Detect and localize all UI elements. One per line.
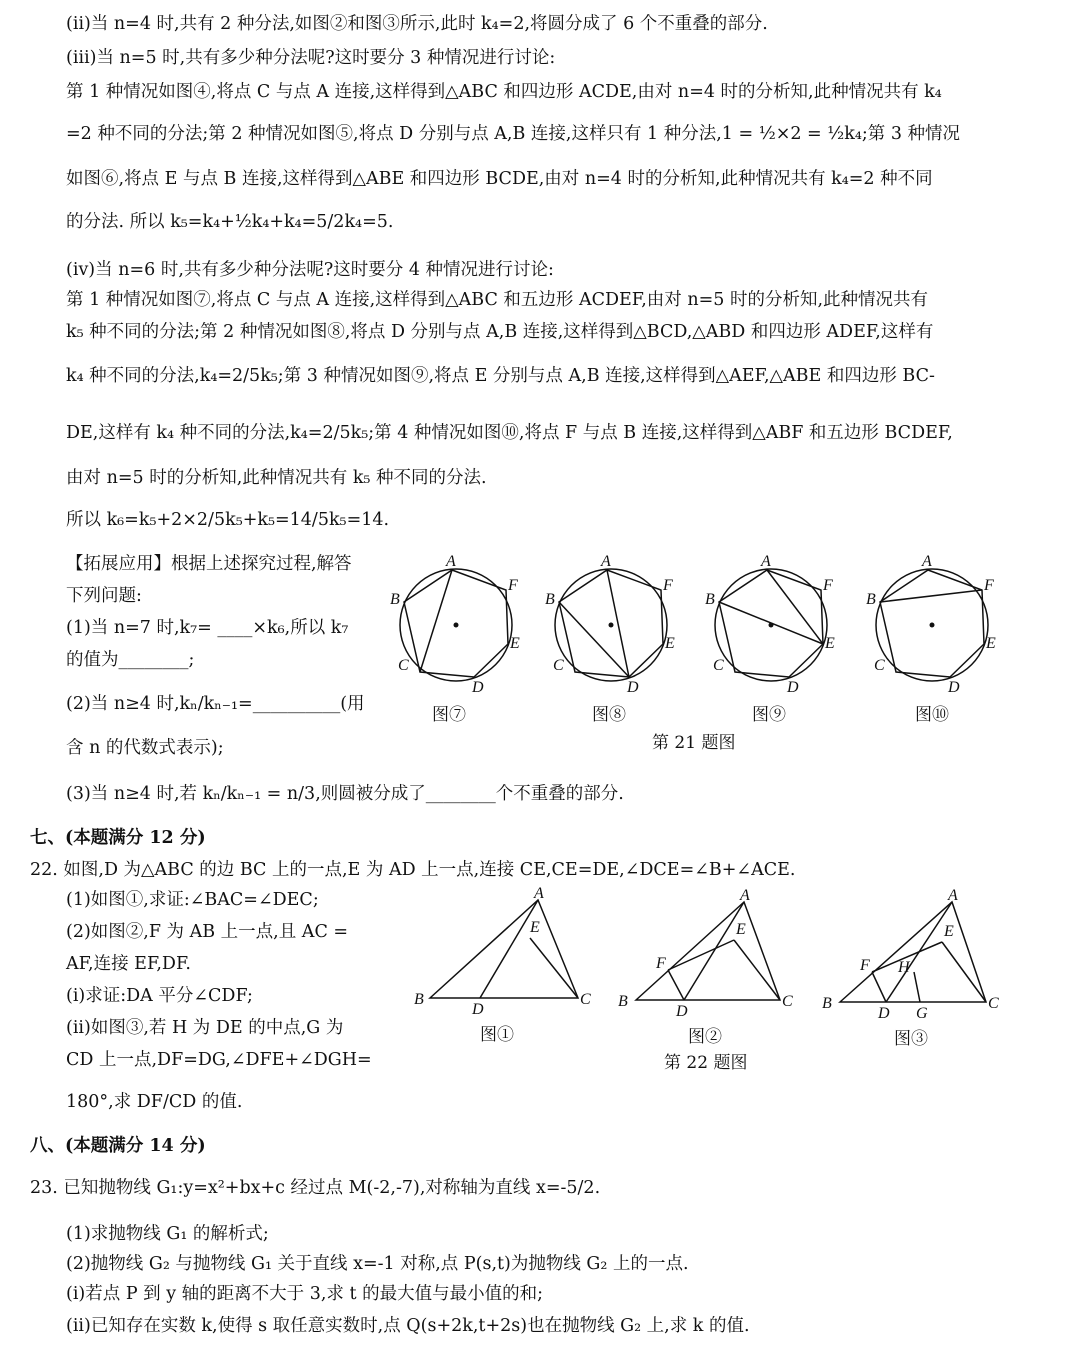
figure-label: 图⑦ <box>432 705 466 725</box>
vertex-label: A <box>761 553 771 570</box>
q21-line: (ⅲ)当 n=5 时,共有多少种分法呢?这时要分 3 种情况进行讨论: <box>66 48 556 68</box>
figure-label: 图⑧ <box>592 705 626 725</box>
ext-line: (2)当 n≥4 时,kₙ/kₙ₋₁=__________(用 <box>66 694 365 714</box>
point-label: A <box>534 885 544 902</box>
ext-line: (1)当 n=7 时,k₇= ____×k₆,所以 k₇ <box>66 618 349 638</box>
figure-label: 图③ <box>894 1029 928 1049</box>
vertex-label: C <box>398 657 409 674</box>
q21-line: (ⅱ)当 n=4 时,共有 2 种分法,如图②和图③所示,此时 k₄=2,将圆分成了 6 个不重叠的部分. <box>66 14 768 34</box>
q23-line: (2)抛物线 G₂ 与抛物线 G₁ 关于直线 x=-1 对称,点 P(s,t)为抛物线 G₂ 上的一点. <box>66 1254 689 1274</box>
ext-line: 含 n 的代数式表示); <box>66 738 224 758</box>
vertex-label: D <box>627 679 639 696</box>
q22-line: CD 上一点,DF=DG,∠DFE+∠DGH= <box>66 1050 372 1070</box>
vertex-label: C <box>713 657 724 674</box>
vertex-label: E <box>665 635 675 652</box>
q23-line: (1)求抛物线 G₁ 的解析式; <box>66 1224 269 1244</box>
q21-line: 所以 k₆=k₅+2×2/5k₅+k₅=14/5k₅=14. <box>66 510 390 530</box>
figure-label: 图⑩ <box>915 705 949 725</box>
q22-line: 180°,求 DF/CD 的值. <box>66 1092 243 1112</box>
q21-line: k₄ 种不同的分法,k₄=2/5k₅;第 3 种情况如图⑨,将点 E 分别与点 A,B 连接,这样得到△AEF,△ABE 和四边形 BC- <box>66 366 935 386</box>
ext-line: 下列问题: <box>66 586 142 606</box>
point-label: C <box>782 993 793 1010</box>
q21-line: 第 1 种情况如图⑦,将点 C 与点 A 连接,这样得到△ABC 和五边形 ACDEF,由对 n=5 时的分析知,此种情况共有 <box>66 290 929 310</box>
point-label: B <box>822 995 832 1012</box>
point-label: E <box>736 921 746 938</box>
q21-line: 由对 n=5 时的分析知,此种情况共有 k₅ 种不同的分法. <box>66 468 487 488</box>
point-label: C <box>580 991 591 1008</box>
q21-figure-9 <box>705 553 845 696</box>
point-label: A <box>948 887 958 904</box>
figure-caption: 第 21 题图 <box>652 733 736 753</box>
vertex-label: F <box>508 577 518 594</box>
q22-figure-3 <box>820 887 1010 1022</box>
section-title: 七、(本题满分 12 分) <box>30 828 206 848</box>
vertex-label: F <box>984 577 994 594</box>
vertex-label: B <box>545 591 555 608</box>
q21-figure-7 <box>390 553 530 696</box>
q23-line: (ii)已知存在实数 k,使得 s 取任意实数时,点 Q(s+2k,t+2s)也在抛物线 G₂ 上,求 k 的值. <box>66 1316 750 1336</box>
point-label: G <box>916 1005 928 1022</box>
vertex-label: E <box>510 635 520 652</box>
vertex-label: A <box>601 553 611 570</box>
figure-caption: 第 22 题图 <box>664 1053 748 1073</box>
point-label: D <box>472 1001 484 1018</box>
vertex-label: F <box>663 577 673 594</box>
ext-line: 的值为________; <box>66 650 195 670</box>
q21-line: 第 1 种情况如图④,将点 C 与点 A 连接,这样得到△ABC 和四边形 ACDE,由对 n=4 时的分析知,此种情况共有 k₄ <box>66 82 942 102</box>
point-label: C <box>988 995 999 1012</box>
q21-line: =2 种不同的分法;第 2 种情况如图⑤,将点 D 分别与点 A,B 连接,这样只有 1 种分法,1 = ½×2 = ½k₄;第 3 种情况 <box>66 124 961 144</box>
q21-line: 的分法. 所以 k₅=k₄+½k₄+k₄=5/2k₄=5. <box>66 212 394 232</box>
q23-line: 23. 已知抛物线 G₁:y=x²+bx+c 经过点 M(-2,-7),对称轴为直线 x=-5/2. <box>30 1178 601 1198</box>
vertex-label: B <box>866 591 876 608</box>
q21-line: k₅ 种不同的分法;第 2 种情况如图⑧,将点 D 分别与点 A,B 连接,这样得到△BCD,△ABD 和四边形 ADEF,这样有 <box>66 322 934 342</box>
q22-line: (ii)如图③,若 H 为 DE 的中点,G 为 <box>66 1018 344 1038</box>
q22-figure-1 <box>410 885 600 1018</box>
vertex-label: E <box>825 635 835 652</box>
point-label: B <box>414 991 424 1008</box>
q21-figure-10 <box>866 553 1006 696</box>
q22-figure-2 <box>616 887 806 1020</box>
point-label: E <box>530 919 540 936</box>
ext-line: 【拓展应用】根据上述探究过程,解答 <box>66 554 352 574</box>
q23-line: (i)若点 P 到 y 轴的距离不大于 3,求 t 的最大值与最小值的和; <box>66 1284 543 1304</box>
point-label: H <box>898 959 910 976</box>
q21-line: 如图⑥,将点 E 与点 B 连接,这样得到△ABE 和四边形 BCDE,由对 n=4 时的分析知,此种情况共有 k₄=2 种不同 <box>66 169 933 189</box>
point-label: B <box>618 993 628 1010</box>
point-label: F <box>860 957 870 974</box>
vertex-label: C <box>553 657 564 674</box>
vertex-label: A <box>922 553 932 570</box>
q22-line: (i)求证:DA 平分∠CDF; <box>66 986 253 1006</box>
q22-line: 22. 如图,D 为△ABC 的边 BC 上的一点,E 为 AD 上一点,连接 CE,CE=DE,∠DCE=∠B+∠ACE. <box>30 860 796 880</box>
vertex-label: B <box>705 591 715 608</box>
section-title: 八、(本题满分 14 分) <box>30 1136 206 1156</box>
point-label: E <box>944 923 954 940</box>
figure-label: 图① <box>480 1025 514 1045</box>
vertex-label: D <box>472 679 484 696</box>
point-label: F <box>656 955 666 972</box>
vertex-label: B <box>390 591 400 608</box>
vertex-label: E <box>986 635 996 652</box>
vertex-label: F <box>823 577 833 594</box>
q21-line: (ⅳ)当 n=6 时,共有多少种分法呢?这时要分 4 种情况进行讨论: <box>66 260 554 280</box>
q22-line: (2)如图②,F 为 AB 上一点,且 AC = <box>66 922 349 942</box>
q22-line: AF,连接 EF,DF. <box>66 954 191 974</box>
point-label: D <box>878 1005 890 1022</box>
point-label: D <box>676 1003 688 1020</box>
figure-label: 图⑨ <box>752 705 786 725</box>
q21-figure-8 <box>545 553 685 696</box>
q22-line: (1)如图①,求证:∠BAC=∠DEC; <box>66 890 319 910</box>
vertex-label: C <box>874 657 885 674</box>
figure-label: 图② <box>688 1027 722 1047</box>
q21-line: DE,这样有 k₄ 种不同的分法,k₄=2/5k₅;第 4 种情况如图⑩,将点 F 与点 B 连接,这样得到△ABF 和五边形 BCDEF, <box>66 423 953 443</box>
ext-line: (3)当 n≥4 时,若 kₙ/kₙ₋₁ = n/3,则圆被分成了________个不重叠的部分. <box>66 784 624 804</box>
vertex-label: D <box>787 679 799 696</box>
vertex-label: D <box>948 679 960 696</box>
point-label: A <box>740 887 750 904</box>
vertex-label: A <box>446 553 456 570</box>
